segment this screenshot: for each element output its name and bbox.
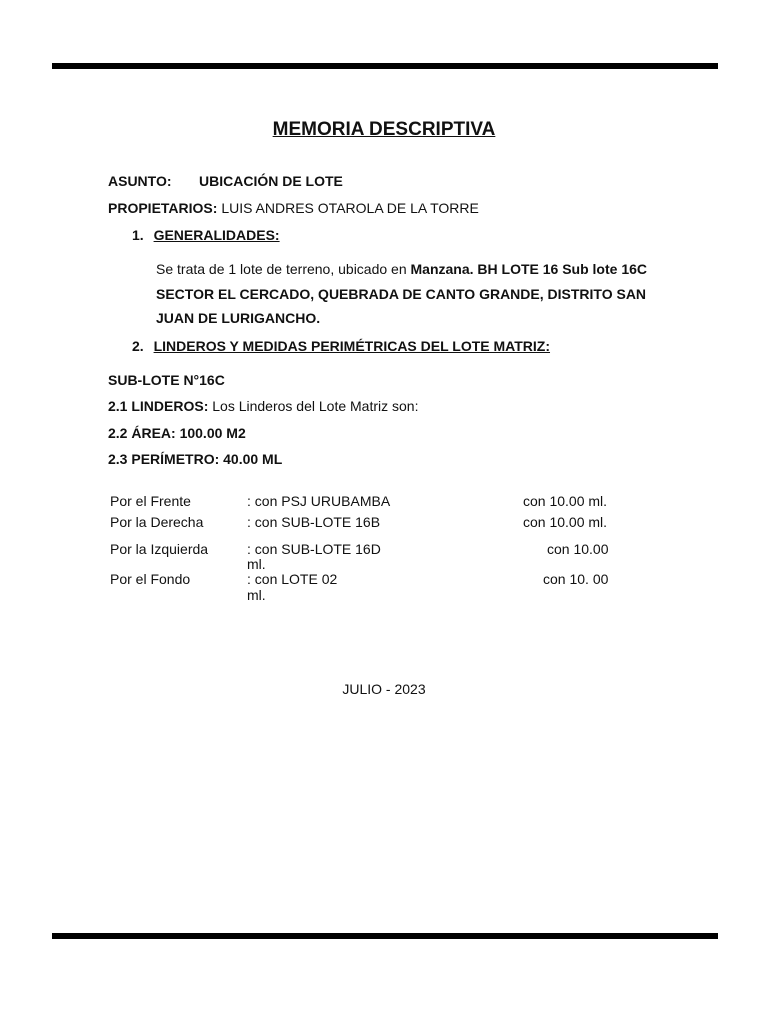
paragraph-intro: Se trata de 1 lote de terreno, ubicado en	[156, 261, 411, 277]
table-cell-measure: con 10. 00	[543, 571, 609, 587]
table-cell-side: Por la Derecha	[110, 514, 204, 530]
linderos-label: 2.1 LINDEROS:	[108, 398, 209, 414]
table-cell-measure: con 10.00 ml.	[523, 514, 608, 530]
propietarios-label: PROPIETARIOS:	[108, 200, 218, 216]
table-cell-side: Por el Frente	[110, 493, 191, 509]
section1-title: GENERALIDADES:	[153, 227, 280, 243]
section1-heading	[132, 226, 280, 244]
table-cell-side: Por el Fondo	[110, 571, 191, 587]
paragraph-district: JUAN DE LURIGANCHO.	[156, 310, 321, 326]
asunto-line	[108, 172, 343, 190]
section1-number: 1.	[132, 227, 144, 243]
table-cell-side: Por la Izquierda	[110, 541, 209, 557]
table-cell-measure: con 10.00 ml.	[523, 493, 608, 509]
table-cell-neighbor: : con PSJ URUBAMBA	[247, 493, 391, 509]
table-cell-measure: con 10.00	[547, 541, 609, 557]
linderos-line	[108, 397, 418, 415]
linderos-value: Los Linderos del Lote Matriz son:	[212, 398, 419, 414]
sublote-heading: SUB-LOTE N°16C	[108, 372, 225, 388]
section2-heading	[132, 337, 550, 355]
section2-title: LINDEROS Y MEDIDAS PERIMÉTRICAS DEL LOTE MATRIZ:	[153, 338, 551, 354]
table-cell-measure-continued: ml.	[247, 556, 266, 572]
asunto-label: ASUNTO:	[108, 173, 172, 189]
table-cell-measure-continued: ml.	[247, 587, 266, 603]
table-cell-neighbor: : con LOTE 02	[247, 571, 338, 587]
area-line: 2.2 ÁREA: 100.00 M2	[108, 425, 246, 441]
asunto-value: UBICACIÓN DE LOTE	[199, 173, 343, 189]
document-date: JULIO - 2023	[342, 681, 426, 697]
top-border-rule	[52, 63, 718, 69]
paragraph-sector: SECTOR EL CERCADO, QUEBRADA DE CANTO GRANDE, DISTRITO SAN	[156, 285, 647, 302]
document-title: MEMORIA DESCRIPTIVA	[272, 119, 496, 140]
table-cell-neighbor: : con SUB-LOTE 16D	[247, 541, 381, 557]
propietarios-line	[108, 199, 479, 217]
perimetro-line: 2.3 PERÍMETRO: 40.00 ML	[108, 451, 283, 467]
bottom-border-rule	[52, 933, 718, 939]
section2-number: 2.	[132, 338, 144, 354]
generalidades-paragraph	[156, 257, 666, 331]
paragraph-location: Manzana. BH LOTE 16 Sub lote 16C	[410, 261, 648, 277]
table-cell-neighbor: : con SUB-LOTE 16B	[247, 514, 381, 530]
propietarios-value: LUIS ANDRES OTAROLA DE LA TORRE	[221, 200, 479, 216]
